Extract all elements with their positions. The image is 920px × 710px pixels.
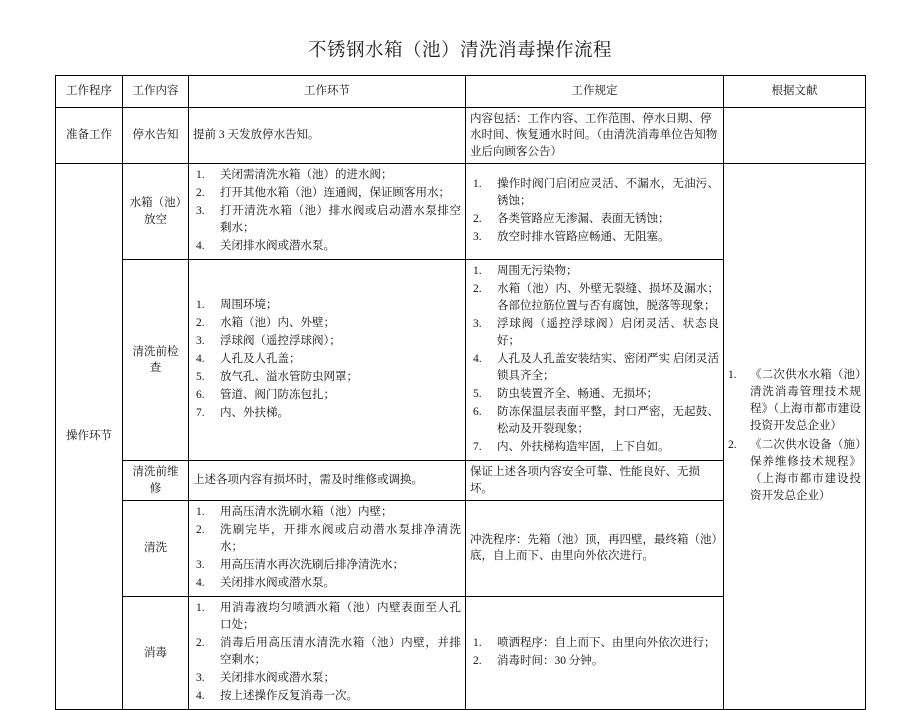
steps-drain xyxy=(189,163,466,259)
table-row xyxy=(56,108,866,164)
item-text: 《二次供水设备（施）保养维修技术规程》（上海市都市建设投资开发总企业） xyxy=(750,438,861,503)
item-text: 人孔及人孔盖； xyxy=(220,353,301,366)
item-number: 6. xyxy=(473,406,482,419)
list-item xyxy=(193,504,461,521)
item-number: 2. xyxy=(196,317,205,330)
item-text: 关闭排水阀或潜水泵。 xyxy=(220,576,335,589)
item-number: 3. xyxy=(473,318,482,331)
list-item xyxy=(470,281,719,315)
item-text: 操作时阀门启闭应灵活、不漏水，无油污、锈蚀； xyxy=(497,177,719,207)
item-number: 3. xyxy=(196,672,205,685)
content-label-prerepair: 清洗前维修 xyxy=(123,461,189,501)
item-number: 1. xyxy=(728,368,737,381)
item-number: 7. xyxy=(196,407,205,420)
list-item xyxy=(193,522,461,556)
group-label-operation: 操作环节 xyxy=(56,163,123,709)
header-work-content: 工作内容 xyxy=(123,76,189,108)
item-number: 3. xyxy=(196,558,205,571)
item-number: 3. xyxy=(473,231,482,244)
list-item xyxy=(193,333,461,350)
item-number: 1. xyxy=(196,168,205,181)
step-text: 提前 3 天发放停水告知。 xyxy=(193,129,320,142)
rule-list xyxy=(470,635,719,670)
step-text: 上述各项内容有损坏时，需及时维修或调换。 xyxy=(193,474,423,487)
item-text: 放空时排水管路应畅通、无阻塞。 xyxy=(497,231,670,244)
item-number: 4. xyxy=(196,576,205,589)
rules-prerepair xyxy=(466,461,724,501)
list-item xyxy=(193,387,461,404)
steps-wash xyxy=(189,500,466,596)
item-text: 打开其他水箱（池）连通阀，保证顾客用水； xyxy=(220,187,450,199)
item-text: 《二次供水水箱（池）清洗消毒管理技术规程》（上海市都市建设投资开发总企业） xyxy=(750,368,861,433)
list-item xyxy=(193,203,461,237)
content-label-wash: 清洗 xyxy=(123,500,189,596)
steps-prerepair xyxy=(189,461,466,501)
list-item xyxy=(193,405,461,422)
step-list xyxy=(193,297,461,422)
reference-cell xyxy=(724,163,866,709)
item-number: 4. xyxy=(473,353,482,366)
list-item xyxy=(193,185,461,202)
list-item xyxy=(470,211,719,228)
item-number: 6. xyxy=(196,389,205,402)
list-item xyxy=(470,653,719,670)
item-number: 2. xyxy=(473,655,482,668)
item-text: 浮球阀（遥控浮球阀）启闭灵活、状态良好； xyxy=(497,318,719,348)
content-label-precheck: 清洗前检查 xyxy=(123,260,189,461)
item-number: 5. xyxy=(473,388,482,401)
item-number: 1. xyxy=(473,265,482,278)
list-item xyxy=(193,238,461,255)
rule-text: 内容包括：工作内容、工作范围、停水日期、停水时间、恢复通水时间。（由清洗消毒单位告知物业后向顾客公告） xyxy=(470,113,718,158)
item-number: 2. xyxy=(196,187,205,199)
item-number: 4. xyxy=(196,353,205,366)
item-text: 防冻保温层表面平整，封口严密，无起鼓、松动及开裂现象； xyxy=(497,406,719,436)
item-text: 关闭需清洗水箱（池）的进水阀； xyxy=(220,168,393,181)
item-number: 2. xyxy=(728,438,737,451)
item-text: 防虫装置齐全、畅通、无损坏； xyxy=(497,388,658,401)
list-item xyxy=(470,635,719,652)
list-item xyxy=(470,351,719,385)
list-item xyxy=(470,386,719,403)
item-number: 4. xyxy=(196,690,205,703)
list-item xyxy=(193,369,461,386)
rule-list xyxy=(470,263,719,456)
item-text: 放气孔、溢水管防虫网罩； xyxy=(220,371,358,384)
list-item xyxy=(193,297,461,314)
operation-flow-table xyxy=(55,75,866,710)
item-text: 各类管路应无渗漏、表面无锈蚀； xyxy=(497,213,670,226)
header-reference: 根据文献 xyxy=(724,76,866,108)
item-text: 消毒后用高压清水清洗水箱（池）内壁，并排空剩水； xyxy=(220,637,461,667)
list-item xyxy=(193,670,461,687)
item-text: 按上述操作反复消毒一次。 xyxy=(220,690,358,703)
item-number: 2. xyxy=(473,283,482,296)
reference-list xyxy=(728,367,861,506)
header-work-procedure: 工作程序 xyxy=(56,76,123,108)
list-item xyxy=(470,176,719,210)
steps-notice xyxy=(189,108,466,164)
rule-text: 保证上述各项内容安全可靠、性能良好、无损坏。 xyxy=(470,466,700,495)
item-text: 水箱（池）内、外壁； xyxy=(220,317,335,330)
item-text: 浮球阀（遥控浮球阀）； xyxy=(220,335,341,348)
item-number: 2. xyxy=(196,637,205,649)
list-item xyxy=(470,404,719,438)
rule-text: 冲洗程序：先箱（池）顶，再四壁，最终箱（池）底，自上而下、由里向外依次进行。 xyxy=(470,534,718,563)
rules-notice xyxy=(466,108,724,164)
item-number: 3. xyxy=(196,205,205,218)
item-text: 用高压清水再次洗刷后排净清洗水； xyxy=(220,558,404,571)
content-label-drain: 水箱（池）放空 xyxy=(123,163,189,259)
content-label-disinfect: 消毒 xyxy=(123,596,189,709)
step-list xyxy=(193,504,461,592)
item-number: 7. xyxy=(473,441,482,454)
rules-precheck xyxy=(466,260,724,461)
rule-list xyxy=(470,176,719,246)
table-row xyxy=(56,163,866,259)
list-item xyxy=(470,316,719,350)
item-text: 用高压清水洗刷水箱（池）内壁； xyxy=(220,505,393,518)
header-work-rule: 工作规定 xyxy=(466,76,724,108)
item-text: 周围无污染物； xyxy=(497,265,578,278)
list-item xyxy=(193,315,461,332)
item-number: 2. xyxy=(473,213,482,226)
item-number: 1. xyxy=(196,299,205,312)
item-text: 内、外扶梯构造牢固，上下自如。 xyxy=(497,441,670,454)
item-number: 4. xyxy=(196,240,205,253)
rules-wash xyxy=(466,500,724,596)
item-text: 关闭排水阀或潜水泵。 xyxy=(220,240,335,253)
item-text: 洗刷完毕，开排水阀或启动潜水泵排净清洗水； xyxy=(220,523,461,553)
list-item xyxy=(193,557,461,574)
reference-empty-prep xyxy=(724,108,866,164)
steps-disinfect xyxy=(189,596,466,709)
rules-disinfect xyxy=(466,596,724,709)
item-number: 1. xyxy=(473,637,482,649)
item-text: 用消毒液均匀喷洒水箱（池）内壁表面至人孔口处； xyxy=(220,601,461,631)
page-title: 不锈钢水箱（池）清洗消毒操作流程 xyxy=(307,41,612,61)
item-number: 1. xyxy=(473,177,482,190)
item-text: 喷洒程序：自上而下、由里向外依次进行； xyxy=(497,637,716,649)
item-text: 管道、阀门防冻包扎； xyxy=(220,389,335,402)
list-item xyxy=(193,688,461,705)
item-number: 2. xyxy=(196,523,205,536)
item-text: 人孔及人孔盖安装结实、密闭严实 启闭灵活 锁具齐全； xyxy=(497,353,719,383)
item-text: 关闭排水阀或潜水泵； xyxy=(220,672,335,685)
list-item xyxy=(728,437,861,506)
list-item xyxy=(193,351,461,368)
item-number: 5. xyxy=(196,371,205,384)
step-list xyxy=(193,167,461,255)
list-item xyxy=(193,575,461,592)
steps-precheck xyxy=(189,260,466,461)
item-number: 3. xyxy=(196,335,205,348)
item-text: 消毒时间：30 分钟。 xyxy=(497,655,604,668)
list-item xyxy=(193,167,461,184)
list-item xyxy=(470,439,719,456)
list-item xyxy=(193,635,461,669)
item-text: 内、外扶梯。 xyxy=(220,407,289,420)
item-text: 水箱（池）内、外壁无裂缝、损坏及漏水；各部位拉筋位置与否有腐蚀，脱落等现象； xyxy=(497,283,719,313)
step-list xyxy=(193,600,461,705)
item-number: 1. xyxy=(196,601,205,614)
header-work-step: 工作环节 xyxy=(189,76,466,108)
table-header-row xyxy=(56,76,866,108)
list-item xyxy=(193,600,461,634)
rules-drain xyxy=(466,163,724,259)
group-label-preparation: 准备工作 xyxy=(56,108,123,164)
list-item xyxy=(470,263,719,280)
item-text: 打开清洗水箱（池）排水阀或启动潜水泵排空剩水； xyxy=(220,205,461,235)
list-item xyxy=(728,367,861,436)
content-label-notice: 停水告知 xyxy=(123,108,189,164)
item-text: 周围环境； xyxy=(220,299,278,312)
list-item xyxy=(470,229,719,246)
item-number: 1. xyxy=(196,505,205,518)
